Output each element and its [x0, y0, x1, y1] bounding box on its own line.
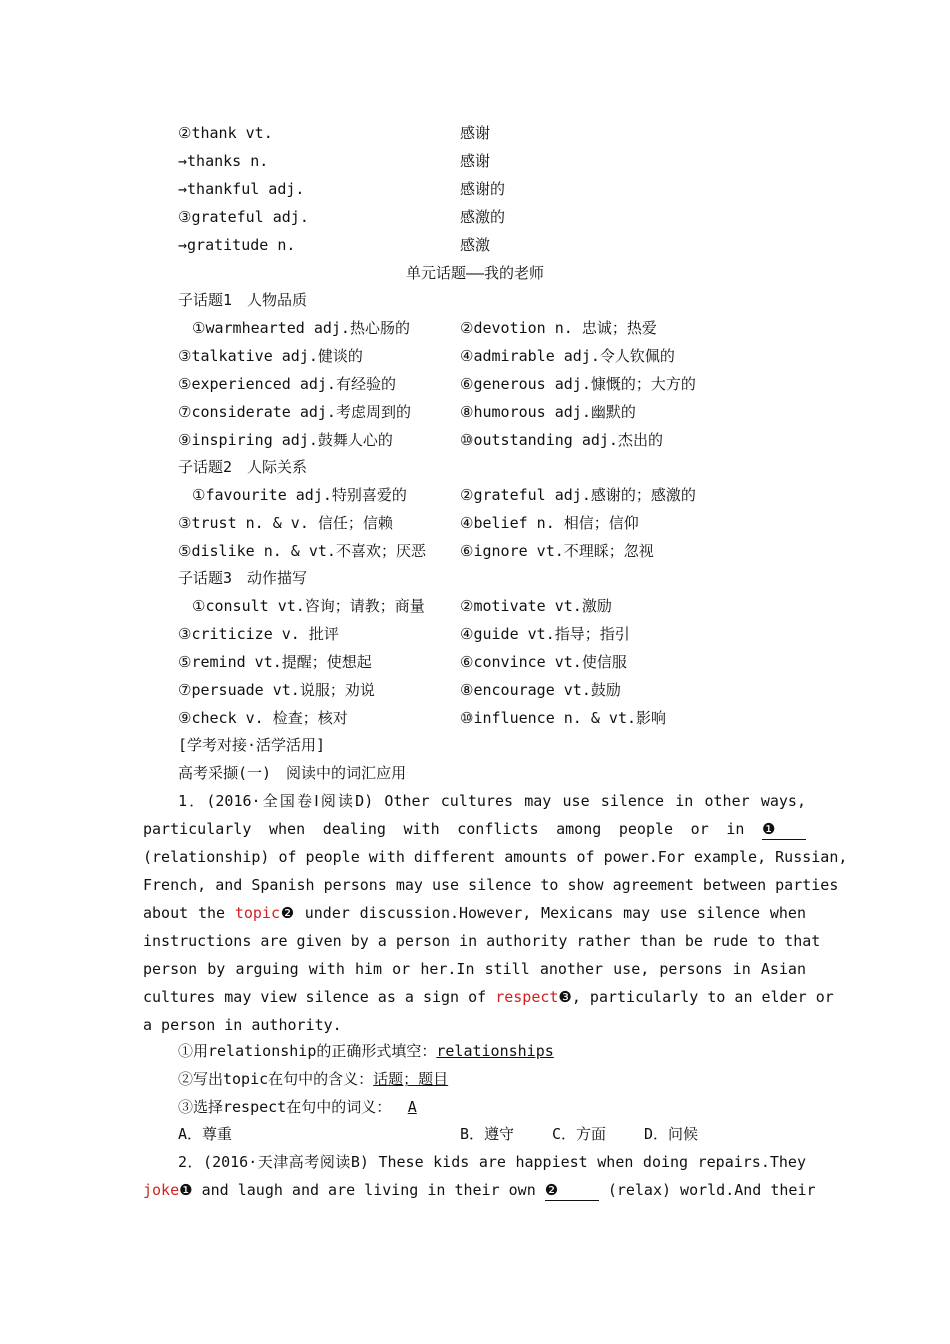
vocab-zh-1: 感谢	[460, 124, 491, 142]
answer-1: ①用relationship的正确形式填空：relationships	[178, 1042, 554, 1060]
q1-line-1: 1．(2016·全国卷Ⅰ阅读D) Other cultures may use silence in other ways,	[178, 792, 806, 810]
topic1-item-1: ①warmhearted adj.热心肠的	[192, 319, 410, 337]
option-c: C．方面	[552, 1125, 607, 1143]
vocab-en-1: ②thank vt.	[178, 124, 273, 142]
topic1-item-9: ⑨inspiring adj.鼓舞人心的	[178, 431, 393, 449]
option-b: B．遵守	[460, 1125, 515, 1143]
topic1-item-2: ②devotion n. 忠诚；热爱	[460, 319, 657, 337]
answer-3-value: A	[407, 1098, 417, 1116]
topic3-item-10: ⑩influence n. & vt.影响	[460, 709, 667, 727]
topic2-item-2: ②grateful adj.感谢的；感激的	[460, 486, 696, 504]
q1-line-3: (relationship) of people with different amounts of power.For example, Russian,	[143, 848, 848, 866]
option-a: A．尊重	[178, 1125, 233, 1143]
topic1-heading: 子话题1 人物品质	[178, 291, 308, 309]
keyword-joke: joke	[143, 1181, 180, 1199]
question-1-passage	[143, 791, 848, 1041]
q1-line-9: a person in authority.	[143, 1016, 342, 1034]
q1-line-4: French, and Spanish persons may use silence to show agreement between parties	[143, 876, 839, 894]
subsection-title: 高考采撷(一) 阅读中的词汇应用	[178, 764, 407, 782]
topic3-item-6: ⑥convince vt.使信服	[460, 653, 627, 671]
answer-2: ②写出topic在句中的含义：话题；题目	[178, 1070, 449, 1088]
topic1-item-4: ④admirable adj.令人钦佩的	[460, 347, 675, 365]
topic2-item-6: ⑥ignore vt.不理睬；忽视	[460, 542, 654, 560]
topic2-item-4: ④belief n. 相信；信仰	[460, 514, 639, 532]
question-2-passage	[143, 1152, 816, 1212]
topic1-item-3: ③talkative adj.健谈的	[178, 347, 363, 365]
topic3-item-7: ⑦persuade vt.说服；劝说	[178, 681, 375, 699]
vocab-zh-5: 感激	[460, 236, 491, 254]
q2-line-2: joke❶ and laugh and are living in their own ❷ (relax) world.And their	[143, 1181, 816, 1199]
q1-line-6: instructions are given by a person in authority rather than be rude to that	[143, 932, 821, 950]
topic1-item-6: ⑥generous adj.慷慨的；大方的	[460, 375, 696, 393]
q1-line-7: person by arguing with him or her.In still another use, persons in Asian	[143, 960, 806, 978]
option-d: D．问候	[644, 1125, 699, 1143]
q2-line-1: 2．(2016·天津高考阅读B) These kids are happiest when doing repairs.They	[178, 1153, 806, 1171]
keyword-topic: topic	[234, 904, 280, 922]
q1-line-8: cultures may view silence as a sign of respect❸, particularly to an elder or	[143, 988, 834, 1006]
q1-line-2: particularly when dealing with conflicts among people or in ❶	[143, 819, 806, 840]
vocab-en-3: →thankful adj.	[178, 180, 305, 198]
topic1-item-10: ⑩outstanding adj.杰出的	[460, 431, 663, 449]
unit-title: 单元话题——我的老师	[405, 264, 545, 282]
topic2-heading: 子话题2 人际关系	[178, 458, 308, 476]
topic2-item-5: ⑤dislike n. & vt.不喜欢；厌恶	[178, 542, 426, 560]
keyword-respect: respect	[495, 988, 559, 1006]
blank-1[interactable]: ❶	[762, 819, 806, 840]
blank-2[interactable]: ❷	[545, 1180, 599, 1201]
answer-1-value: relationships	[436, 1042, 554, 1060]
section-label: [学考对接·活学活用]	[178, 736, 326, 754]
vocab-zh-4: 感激的	[460, 208, 506, 226]
vocab-en-4: ③grateful adj.	[178, 208, 309, 226]
topic3-item-4: ④guide vt.指导；指引	[460, 625, 630, 643]
vocab-zh-3: 感谢的	[460, 180, 506, 198]
topic2-item-1: ①favourite adj.特别喜爱的	[192, 486, 407, 504]
topic3-heading: 子话题3 动作描写	[178, 569, 308, 587]
topic3-item-8: ⑧encourage vt.鼓励	[460, 681, 621, 699]
topic3-item-1: ①consult vt.咨询；请教；商量	[192, 597, 425, 615]
topic3-item-3: ③criticize v. 批评	[178, 625, 339, 643]
topic1-item-7: ⑦considerate adj.考虑周到的	[178, 403, 411, 421]
topic3-item-9: ⑨check v. 检查；核对	[178, 709, 348, 727]
topic3-item-5: ⑤remind vt.提醒；使想起	[178, 653, 372, 671]
topic2-item-3: ③trust n. & v. 信任；信赖	[178, 514, 393, 532]
vocab-en-2: →thanks n.	[178, 152, 269, 170]
vocab-zh-2: 感谢	[460, 152, 491, 170]
topic1-item-8: ⑧humorous adj.幽默的	[460, 403, 636, 421]
answer-2-value: 话题；题目	[373, 1070, 449, 1088]
q1-line-5: about the topic❷ under discussion.However, Mexicans may use silence when	[143, 904, 806, 922]
topic3-item-2: ②motivate vt.激励	[460, 597, 612, 615]
topic1-item-5: ⑤experienced adj.有经验的	[178, 375, 396, 393]
answer-3: ③选择respect在句中的词义： A	[178, 1097, 433, 1117]
vocab-en-5: →gratitude n.	[178, 236, 296, 254]
